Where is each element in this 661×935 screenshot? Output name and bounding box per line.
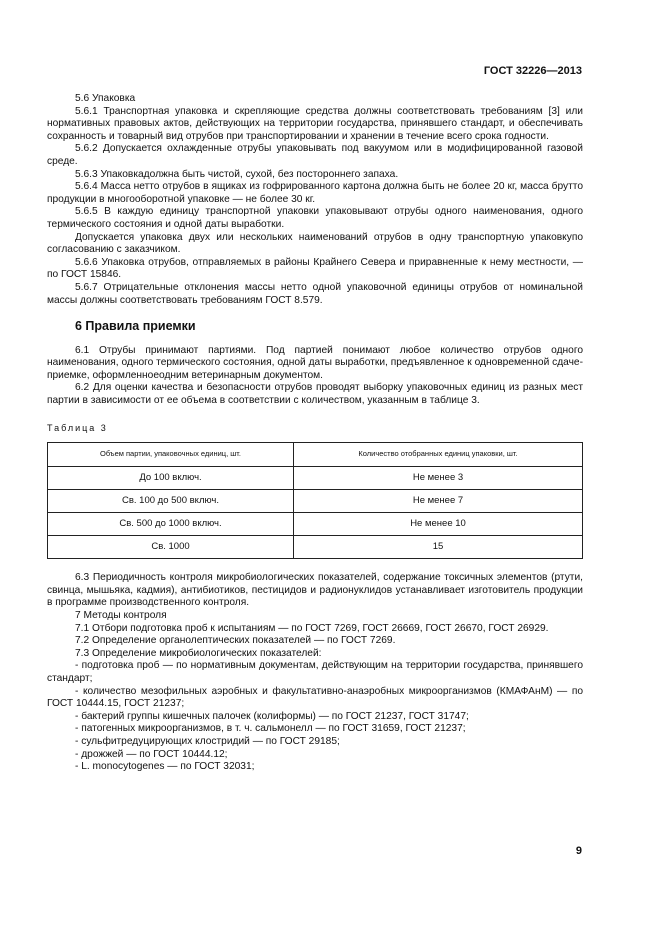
list-item: - количество мезофильных аэробных и факультативно-анаэробных микроорганизмов (КМАФАнМ) — по ГОСТ 10444.15, ГОСТ 21237;	[47, 685, 583, 710]
paragraph-5-6-3: 5.6.3 Упаковкадолжна быть чистой, сухой, без постороннего запаха.	[75, 168, 399, 180]
after-table-block	[47, 572, 583, 774]
table-cell: Св. 100 до 500 включ.	[48, 490, 294, 513]
paragraph-5-6-1: 5.6.1 Транспортная упаковка и скрепляющие средства должны соответствовать требованиям [3] или нормативных правовых актов, действующих на территории государства, принявшего стандарт, и обеспечивать сохранность и товарный вид отрубов при транспортировании и хранении в течение всего срока годности.	[47, 105, 583, 142]
table-cell: Не менее 10	[294, 513, 583, 536]
table-cell: 15	[294, 536, 583, 559]
list-item: - патогенных микроорганизмов, в т. ч. сальмонелл — по ГОСТ 31659, ГОСТ 21237;	[75, 723, 466, 735]
paragraph-5-6-4: 5.6.4 Масса нетто отрубов в ящиках из гофрированного картона должна быть не более 20 кг, масса брутто продукции в многооборотной упаковке — не более 30 кг.	[47, 181, 583, 205]
table-row	[48, 536, 583, 559]
table-cell: Не менее 7	[294, 490, 583, 513]
paragraph-6-3: 6.3 Периодичность контроля микробиологических показателей, содержание токсичных элементов (ртути, свинца, мышьяка, кадмия), антибиотиков, пестицидов и радионуклидов устанавливает изготовитель продукции в программе производственного контроля.	[47, 572, 583, 609]
paragraph-7-2: 7.2 Определение органолептических показателей — по ГОСТ 7269.	[75, 635, 396, 647]
list-item: - подготовка проб — по нормативным документам, действующим на территории государства, принявшего стандарт;	[47, 660, 583, 684]
paragraph-7-3: 7.3 Определение микробиологических показателей:	[75, 647, 322, 659]
list-item: - сульфитредуцирующих клостридий — по ГОСТ 29185;	[75, 735, 340, 747]
table-caption: Таблица 3	[47, 422, 108, 433]
table-header-cell: Объем партии, упаковочных единиц, шт.	[48, 443, 294, 467]
paragraph-6-2: 6.2 Для оценки качества и безопасности отрубов проводят выборку упаковочных единиц из разных мест партии в зависимости от ее объема в соответствии с количеством, указанным в таблице 3.	[47, 382, 583, 407]
sample-size-table	[47, 442, 583, 559]
table-row	[48, 467, 583, 490]
table-cell: Св. 1000	[48, 536, 294, 559]
document-body	[47, 93, 583, 774]
list-item: - L. monocytogenes — по ГОСТ 32031;	[75, 761, 255, 773]
paragraph-5-6-2: 5.6.2 Допускается охлажденные отрубы упаковывать под вакуумом или в модифицированной газовой среде.	[47, 143, 583, 167]
table-header-row	[48, 443, 583, 467]
table-row	[48, 490, 583, 513]
table-row	[48, 513, 583, 536]
page-number: 9	[575, 845, 582, 857]
paragraph-5-6-7: 5.6.7 Отрицательные отклонения массы нетто одной упаковочной единицы отрубов от номинальной массы должны соответствовать требованиям ГОСТ 8.579.	[47, 281, 583, 306]
section-5-6-title: 5.6 Упаковка	[75, 93, 136, 104]
table-cell: Св. 500 до 1000 включ.	[48, 513, 294, 536]
paragraph-5-6-5: 5.6.5 В каждую единицу транспортной упаковки упаковывают отрубы одного наименования, одного термического состояния и одной даты выработки.	[47, 206, 583, 230]
paragraph-5-6-6: 5.6.6 Упаковка отрубов, отправляемых в районы Крайнего Севера и приравненные к нему местности, — по ГОСТ 15846.	[47, 256, 583, 281]
list-item: - дрожжей — по ГОСТ 10444.12;	[75, 748, 228, 760]
table-header-cell: Количество отобранных единиц упаковки, шт.	[294, 443, 583, 467]
table-cell: До 100 включ.	[48, 467, 294, 490]
paragraph-5-6-5-note: Допускается упаковка двух или нескольких наименований отрубов в одну транспортную упаковкупо согласованию с заказчиком.	[47, 231, 583, 256]
section-6-heading: 6 Правила приемки	[75, 319, 196, 334]
list-item: - бактерий группы кишечных палочек (колиформы) — по ГОСТ 21237, ГОСТ 31747;	[75, 710, 469, 722]
paragraph-7-1: 7.1 Отбори подготовка проб к испытаниям — по ГОСТ 7269, ГОСТ 26669, ГОСТ 26670, ГОСТ 26929.	[75, 622, 549, 634]
standard-code: ГОСТ 32226—2013	[483, 65, 582, 77]
section-7-title: 7 Методы контроля	[75, 610, 167, 622]
table-cell: Не менее 3	[294, 467, 583, 490]
paragraph-6-1: 6.1 Отрубы принимают партиями. Под партией понимают любое количество отрубов одного наименования, одного термического состояния, одной даты выработки, предъявленное к одновременной сдаче-приемке, оформленноеодним ветеринарным документом.	[47, 344, 583, 381]
